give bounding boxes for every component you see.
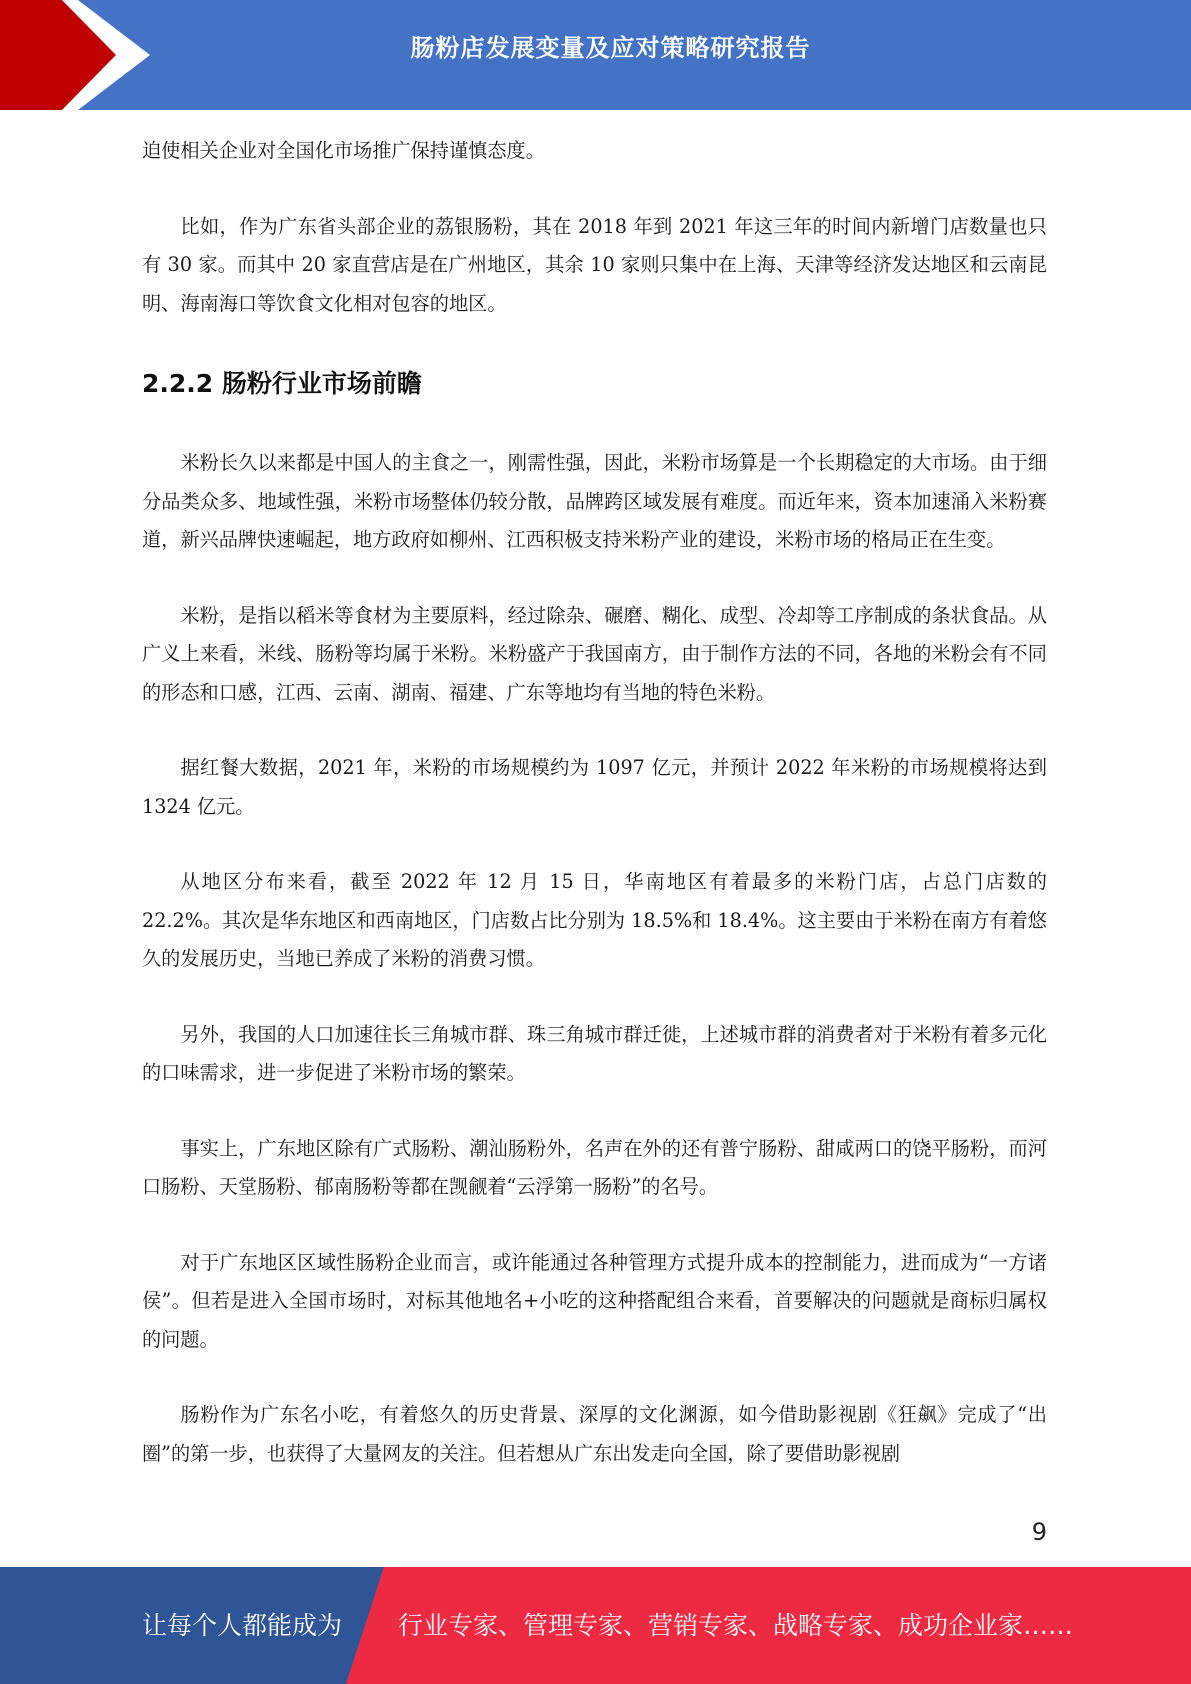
paragraph-rice-noodle-market: 米粉长久以来都是中国人的主食之一，刚需性强，因此，米粉市场算是一个长期稳定的大市场。由于细分品类众多、地域性强，米粉市场整体仍较分散，品牌跨区域发展有难度。而近年来，资本加速涌入米粉赛道，新兴品牌快速崛起，地方政府如柳州、江西积极支持米粉产业的建设，米粉市场的格局正在生变。 bbox=[142, 451, 1047, 551]
document-body bbox=[142, 132, 1047, 1510]
section-heading: 2.2.2 肠粉行业市场前瞻 bbox=[142, 369, 422, 398]
paragraph-regional-distribution: 从地区分布来看，截至 2022 年 12 月 15 日，华南地区有着最多的米粉门店，占总门店数的 22.2%。其次是华东地区和西南地区，门店数占比分别为 18.5%和 18.4%。这主要由于米粉在南方有着悠久的发展历史，当地已养成了米粉的消费习惯。 bbox=[142, 870, 1047, 970]
paragraph-trademark-issue: 对于广东地区区域性肠粉企业而言，或许能通过各种管理方式提升成本的控制能力，进而成为“一方诸侯”。但若是进入全国市场时，对标其他地名+小吃的这种搭配组合来看，首要解决的问题就是商标归属权的问题。 bbox=[142, 1250, 1047, 1351]
footer-slogan-left: 让每个人都能成为 bbox=[142, 1611, 343, 1640]
paragraph-continuation: 迫使相关企业对全国化市场推广保持谨慎态度。 bbox=[142, 139, 545, 162]
page-number: 9 bbox=[1031, 1518, 1047, 1546]
paragraph-rice-noodle-definition: 米粉，是指以稻米等食材为主要原料，经过除杂、碾磨、糊化、成型、冷却等工序制成的条状食品。从广义上来看，米线、肠粉等均属于米粉。米粉盛产于我国南方，由于制作方法的不同，各地的米粉会有不同的形态和口感，江西、云南、湖南、福建、广东等地均有当地的特色米粉。 bbox=[142, 603, 1047, 704]
paragraph-cultural-background: 肠粉作为广东名小吃，有着悠久的历史背景、深厚的文化渊源，如今借助影视剧《狂飙》完成了“出圈”的第一步，也获得了大量网友的关注。但若想从广东出发走向全国，除了要借助影视剧 bbox=[142, 1403, 1047, 1465]
page-header bbox=[0, 0, 1191, 110]
paragraph-liyin-example: 比如，作为广东省头部企业的荔银肠粉，其在 2018 年到 2021 年这三年的时间内新增门店数量也只有 30 家。而其中 20 家直营店是在广州地区，其余 10 家则只集中在上海、天津等经济发达地区和云南昆明、海南海口等饮食文化相对包容的地区。 bbox=[142, 214, 1047, 315]
page-footer bbox=[0, 1567, 1191, 1684]
paragraph-population-migration: 另外，我国的人口加速往长三角城市群、珠三角城市群迁徙，上述城市群的消费者对于米粉有着多元化的口味需求，进一步促进了米粉市场的繁荣。 bbox=[142, 1022, 1047, 1084]
footer-slogan-right: 行业专家、管理专家、营销专家、战略专家、成功企业家…… bbox=[398, 1611, 1074, 1640]
report-title: 肠粉店发展变量及应对策略研究报告 bbox=[410, 34, 811, 62]
paragraph-market-size: 据红餐大数据，2021 年，米粉的市场规模约为 1097 亿元，并预计 2022 年米粉的市场规模将达到 1324 亿元。 bbox=[142, 756, 1047, 818]
paragraph-guangdong-varieties: 事实上，广东地区除有广式肠粉、潮汕肠粉外，名声在外的还有普宁肠粉、甜咸两口的饶平肠粉，而河口肠粉、天堂肠粉、郁南肠粉等都在觊觎着“云浮第一肠粉”的名号。 bbox=[142, 1136, 1047, 1198]
